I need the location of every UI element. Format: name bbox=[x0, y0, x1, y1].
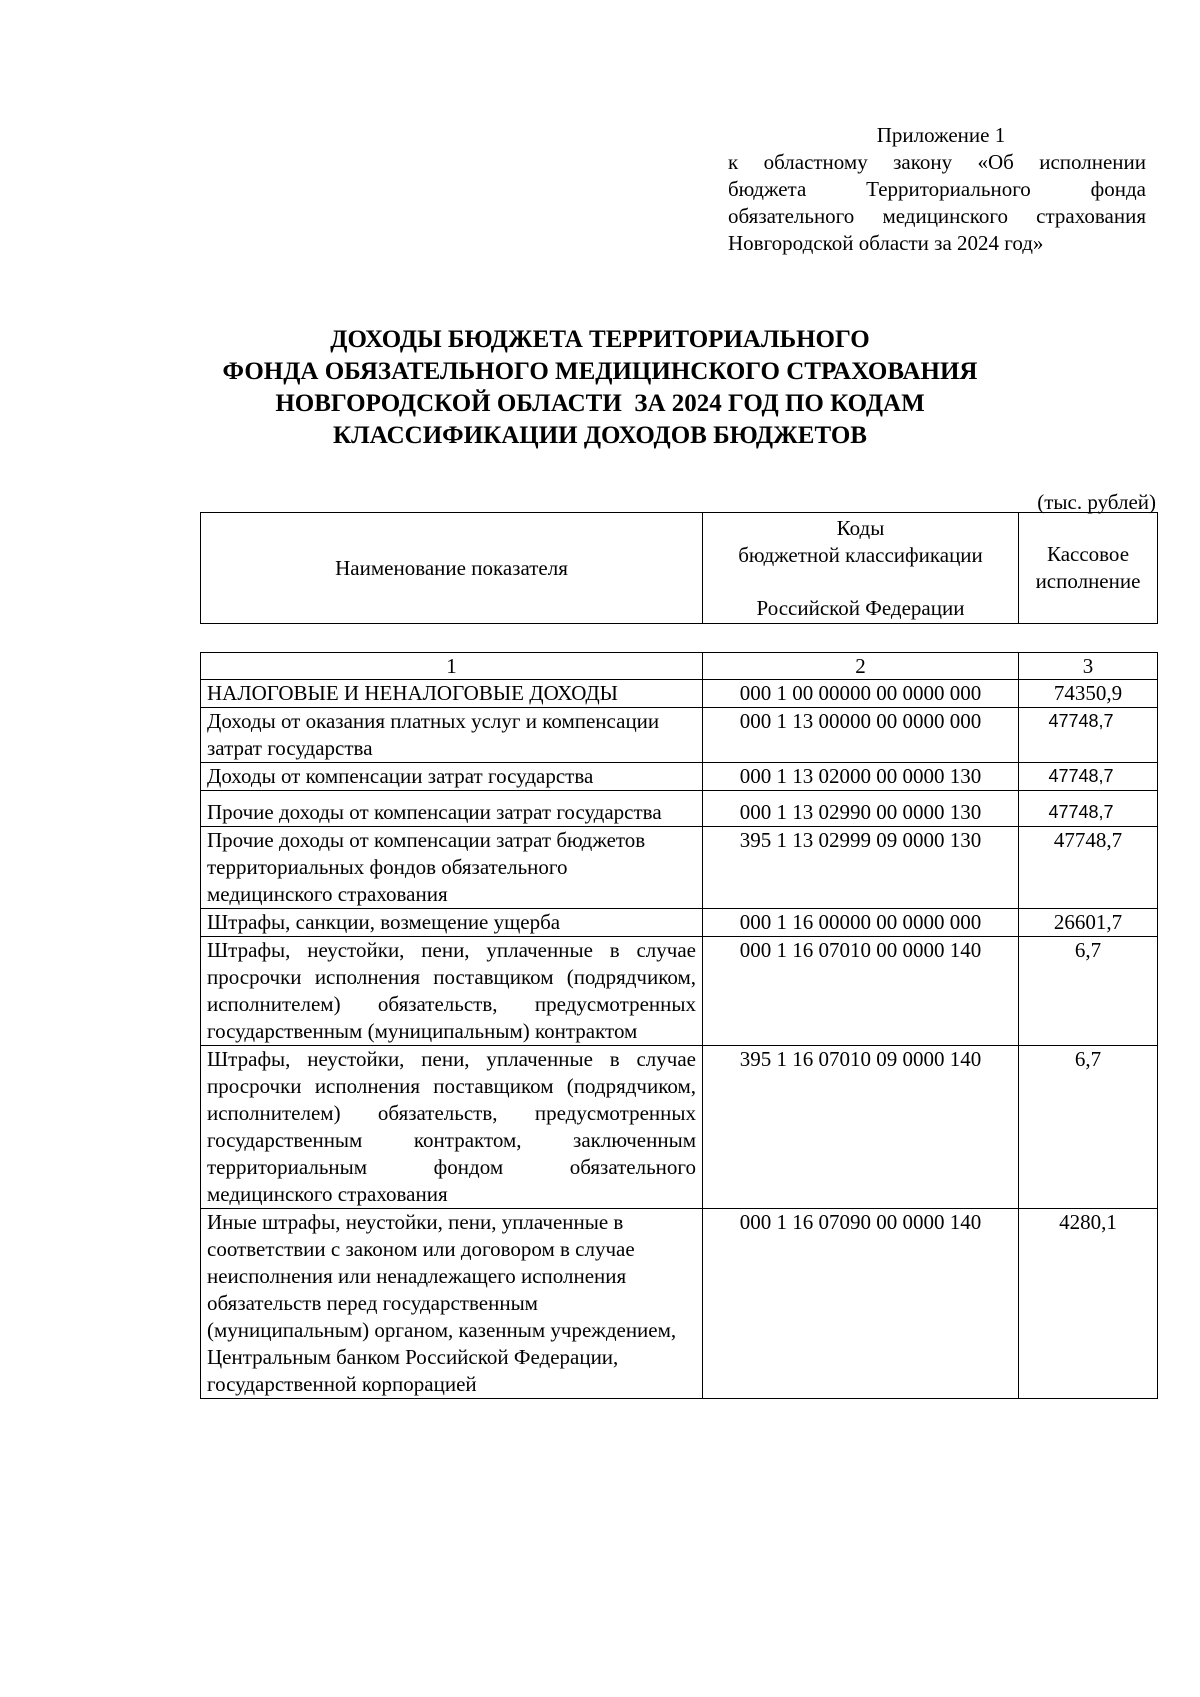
row-code: 000 1 13 02000 00 0000 130 bbox=[703, 763, 1019, 791]
column-number: 1 bbox=[201, 653, 703, 680]
row-name: Доходы от оказания платных услуг и компенсации затрат государства bbox=[201, 708, 703, 763]
row-name: Прочие доходы от компенсации затрат бюджетов территориальных фондов обязательного медицинского страхования bbox=[201, 827, 703, 909]
row-name: НАЛОГОВЫЕ И НЕНАЛОГОВЫЕ ДОХОДЫ bbox=[201, 680, 703, 708]
row-name: Доходы от компенсации затрат государства bbox=[201, 763, 703, 791]
table-row bbox=[201, 680, 1158, 708]
header-table bbox=[200, 512, 1158, 624]
column-number: 3 bbox=[1019, 653, 1158, 680]
header-amount-line: исполнение bbox=[1035, 569, 1141, 593]
table-row bbox=[201, 708, 1158, 763]
title-line: ДОХОДЫ БЮДЖЕТА ТЕРРИТОРИАЛЬНОГО bbox=[330, 326, 870, 353]
row-code: 000 1 16 07010 00 0000 140 bbox=[703, 937, 1019, 1046]
table-row bbox=[201, 1046, 1158, 1209]
header-codes-line: Коды bbox=[836, 516, 885, 540]
column-numbers-row bbox=[201, 653, 1158, 680]
table-row bbox=[201, 763, 1158, 791]
table-row bbox=[201, 909, 1158, 937]
row-amount: 6,7 bbox=[1019, 1046, 1158, 1209]
appendix-text: к областному закону «Об исполнении бюджета Территориального фонда обязательного медицинского страхования Новгородской области за 2024 год» bbox=[728, 150, 1146, 255]
row-amount: 6,7 bbox=[1019, 937, 1158, 1046]
table-row bbox=[201, 937, 1158, 1046]
column-number: 2 bbox=[703, 653, 1019, 680]
appendix-block bbox=[728, 122, 1146, 257]
table-row bbox=[201, 827, 1158, 909]
row-name: Иные штрафы, неустойки, пени, уплаченные в соответствии с законом или договором в случае неисполнения или ненадлежащего исполнения обязательств перед государственным (муниципальным) органом, казенным учреждением, Центральным банком Российской Федерации, государственной корпорацией bbox=[201, 1209, 703, 1399]
row-name: Штрафы, неустойки, пени, уплаченные в случае просрочки исполнения поставщиком (подрядчиком, исполнителем) обязательств, предусмотренных государственным (муниципальным) контрактом bbox=[201, 937, 703, 1046]
row-amount: 47748,7 bbox=[1019, 763, 1158, 791]
row-amount: 4280,1 bbox=[1019, 1209, 1158, 1399]
row-amount: 47748,7 bbox=[1019, 708, 1158, 763]
row-name: Прочие доходы от компенсации затрат государства bbox=[201, 791, 703, 827]
row-code: 000 1 00 00000 00 0000 000 bbox=[703, 680, 1019, 708]
appendix-title: Приложение 1 bbox=[876, 123, 1006, 147]
table-row bbox=[201, 791, 1158, 827]
row-code: 395 1 16 07010 09 0000 140 bbox=[703, 1046, 1019, 1209]
header-codes-line: бюджетной классификации bbox=[738, 543, 983, 567]
title-line: КЛАССИФИКАЦИИ ДОХОДОВ БЮДЖЕТОВ bbox=[333, 422, 867, 449]
header-codes bbox=[703, 513, 1019, 624]
row-code: 000 1 16 07090 00 0000 140 bbox=[703, 1209, 1019, 1399]
row-code: 000 1 13 02990 00 0000 130 bbox=[703, 791, 1019, 827]
row-code: 000 1 16 00000 00 0000 000 bbox=[703, 909, 1019, 937]
title-line: ФОНДА ОБЯЗАТЕЛЬНОГО МЕДИЦИНСКОГО СТРАХОВАНИЯ bbox=[222, 358, 978, 385]
row-amount: 47748,7 bbox=[1019, 827, 1158, 909]
document-title bbox=[180, 324, 1020, 452]
title-line: НОВГОРОДСКОЙ ОБЛАСТИ ЗА 2024 ГОД ПО КОДАМ bbox=[275, 390, 925, 417]
row-amount: 47748,7 bbox=[1019, 791, 1158, 827]
header-codes-line: Российской Федерации bbox=[756, 596, 965, 620]
header-name: Наименование показателя bbox=[201, 513, 703, 624]
row-name: Штрафы, санкции, возмещение ущерба bbox=[201, 909, 703, 937]
table-row bbox=[201, 1209, 1158, 1399]
row-amount: 26601,7 bbox=[1019, 909, 1158, 937]
row-name: Штрафы, неустойки, пени, уплаченные в случае просрочки исполнения поставщиком (подрядчиком, исполнителем) обязательств, предусмотренных государственным контрактом, заключенным территориальным фондом обязательного медицинского страхования bbox=[201, 1046, 703, 1209]
row-code: 395 1 13 02999 09 0000 130 bbox=[703, 827, 1019, 909]
income-table bbox=[200, 652, 1158, 1399]
row-amount: 74350,9 bbox=[1019, 680, 1158, 708]
units-label: (тыс. рублей) bbox=[1037, 490, 1156, 514]
row-code: 000 1 13 00000 00 0000 000 bbox=[703, 708, 1019, 763]
header-amount bbox=[1019, 513, 1158, 624]
header-amount-line: Кассовое bbox=[1046, 542, 1130, 566]
